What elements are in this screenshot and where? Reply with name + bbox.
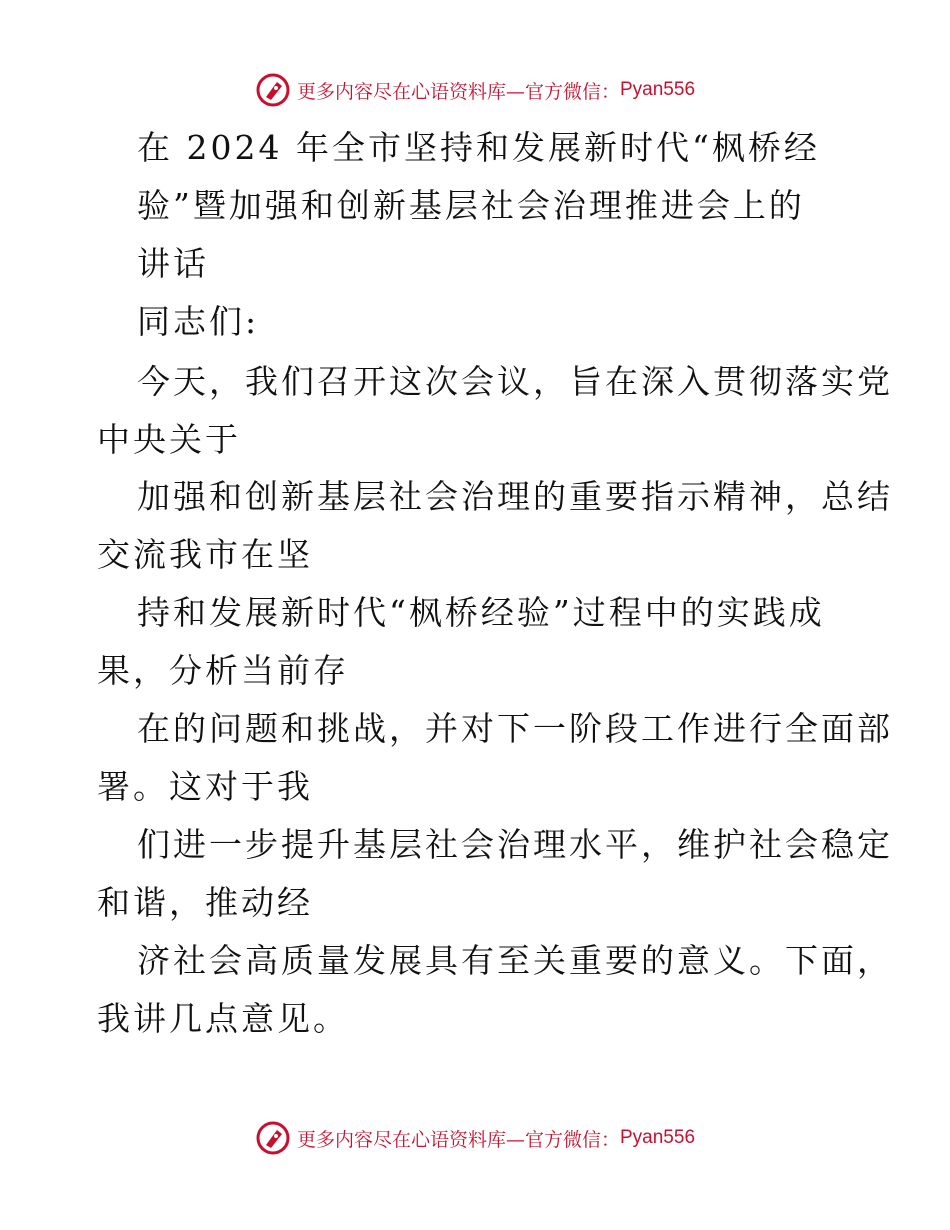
footer-banner [0,1118,950,1158]
pen-nib-logo-icon [255,72,291,108]
banner-wechat-id: Pyan556 [620,1127,696,1148]
paragraph-line: 和谐，推动经 [97,883,313,922]
paragraph-line: 今天，我们召开这次会议，旨在深入贯彻落实党 [137,362,893,401]
banner-text: 更多内容尽在心语资料库—官方微信： [296,1128,620,1151]
paragraph-line: 交流我市在坚 [97,535,313,574]
paragraph-line: 署。这对于我 [97,767,313,806]
pen-nib-logo-icon [255,1120,291,1156]
paragraph-line: 在的问题和挑战，并对下一阶段工作进行全面部 [137,709,893,748]
paragraph-line: 我讲几点意见。 [97,999,349,1038]
paragraph-line: 们进一步提升基层社会治理水平，维护社会稳定 [137,825,893,864]
paragraph-line: 中央关于 [97,420,241,459]
title-line-3: 讲话 [137,244,209,283]
paragraph-line: 持和发展新时代“枫桥经验”过程中的实践成 [137,593,825,632]
paragraph-line: 加强和创新基层社会治理的重要指示精神，总结 [137,477,893,516]
header-banner [0,70,950,110]
banner-text: 更多内容尽在心语资料库—官方微信： [296,80,620,103]
title-line-1: 在 2024 年全市坚持和发展新时代“枫桥经 [137,128,820,167]
title-line-2: 验”暨加强和创新基层社会治理推进会上的 [137,186,805,225]
paragraph-line: 济社会高质量发展具有至关重要的意义。下面， [137,941,893,980]
greeting: 同志们: [137,302,260,341]
banner-wechat-id: Pyan556 [620,79,696,100]
paragraph-line: 果，分析当前存 [97,651,349,690]
